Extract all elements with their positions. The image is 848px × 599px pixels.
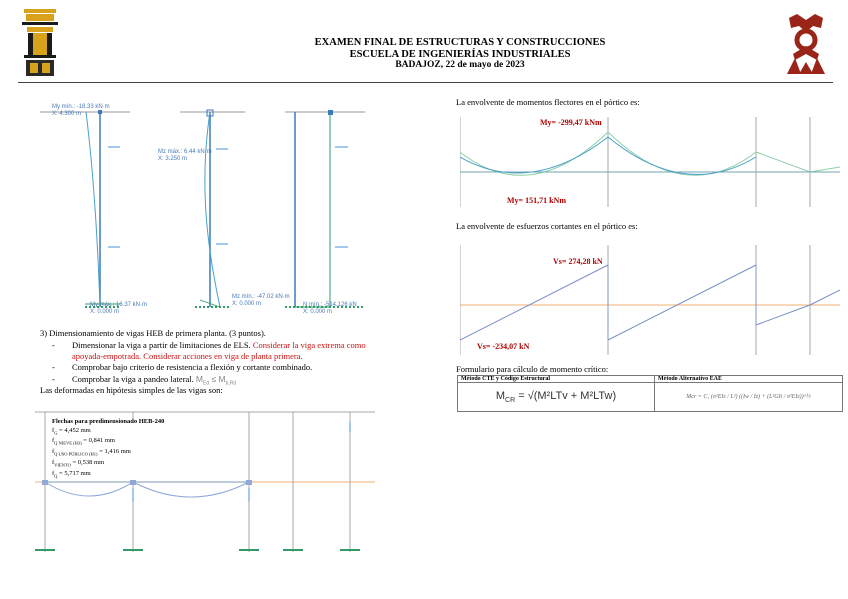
header-divider bbox=[18, 82, 833, 83]
flecha-f: f bbox=[52, 458, 55, 466]
flecha-g-sub: G bbox=[54, 429, 58, 435]
formula-table-row bbox=[458, 383, 843, 412]
col2-bottom-label: Mz mín.: -47.02 kN·m bbox=[232, 294, 290, 300]
flecha-f: f bbox=[52, 448, 55, 456]
bullet-3-text: Comprobar la viga a pandeo lateral. bbox=[72, 374, 194, 384]
left-logo bbox=[18, 7, 62, 79]
right-logo bbox=[783, 10, 829, 78]
vs-negative-label: Vs= -234,07 kN bbox=[477, 342, 530, 351]
flecha-g-val: = 4,452 mm bbox=[57, 426, 91, 434]
column-moment-diagrams bbox=[30, 92, 380, 320]
formula-m: M bbox=[195, 374, 204, 384]
flechas-title: Flechas para predimensionado HEB-240 bbox=[52, 418, 165, 425]
col2-bottom-x: X: 0.000 m bbox=[232, 301, 262, 307]
col3-bottom-x: X: 0.000 m bbox=[303, 309, 333, 315]
flecha-nieve-val: = 0,841 mm bbox=[81, 437, 115, 445]
vs-positive-label: Vs= 274,28 kN bbox=[553, 257, 603, 266]
flecha-viento bbox=[52, 459, 164, 470]
formula-table-header bbox=[458, 376, 843, 383]
cortantes-title: La envolvente de esfuerzos cortantes en el pórtico es: bbox=[456, 221, 638, 231]
bullet-dash-1: - bbox=[52, 340, 55, 350]
col1-bottom-x: X: 0.000 m bbox=[90, 309, 120, 315]
flecha-g bbox=[52, 427, 164, 438]
my-positive-label: My= 151,71 kNm bbox=[507, 196, 566, 205]
flecha-q-sub: Q bbox=[54, 472, 58, 478]
flechas-block bbox=[52, 418, 164, 480]
bullet-1-red: Considerar la viga extrema como bbox=[252, 340, 366, 350]
section3-heading: 3) Dimensionamiento de vigas HEB de primera planta. (3 puntos). bbox=[40, 328, 266, 338]
exam-header bbox=[250, 37, 670, 72]
momentos-title: La envolvente de momentos flectores en el pórtico es: bbox=[456, 97, 640, 107]
formula-table bbox=[457, 375, 843, 412]
deformed-intro: Las deformadas en hipótesis simples de las vigas son: bbox=[40, 385, 223, 395]
metodo-cte: Método CTE y Código Estructural bbox=[458, 376, 655, 383]
formula-eae: Mcr = C₁ (π²EIz / L²) ((Iw / Iz) + (L²GIt / π²EIz))^½ bbox=[655, 383, 843, 412]
metodo-eae: Método Alternativo EAE bbox=[655, 376, 843, 383]
col1-top-label: My mín.: -18.33 kN·m bbox=[52, 104, 110, 110]
moment-envelope-diagram bbox=[460, 112, 840, 207]
flecha-uso-sub: Q USO PÚBLICO (H1) bbox=[54, 451, 98, 457]
bullet-3-formula bbox=[195, 374, 237, 387]
bullet-dash-2: - bbox=[52, 362, 55, 372]
bullet-2: Comprobar bajo criterio de resistencia a flexión y cortante combinado. bbox=[72, 362, 313, 372]
formula-mid: ≤ M bbox=[209, 374, 226, 384]
col2-mid-label: Mz máx.: 6.44 kN·m bbox=[158, 149, 212, 155]
flecha-q bbox=[52, 470, 164, 481]
header-line-3: BADAJOZ, 22 de mayo de 2023 bbox=[395, 60, 525, 70]
col2-mid-x: X: 3.250 m bbox=[158, 156, 188, 162]
bullet-1 bbox=[72, 340, 366, 350]
header-line-2: ESCUELA DE INGENIERÍAS INDUSTRIALES bbox=[349, 48, 571, 60]
formula-cte-rest: = √(M²LTv + M²LTw) bbox=[515, 389, 617, 402]
flecha-uso-val: = 1,416 mm bbox=[97, 448, 131, 456]
flecha-viento-sub: VIENTO bbox=[54, 462, 71, 468]
flecha-f: f bbox=[52, 469, 55, 477]
flecha-f: f bbox=[52, 426, 55, 434]
formula-sub-ed: Ed bbox=[203, 380, 210, 387]
bullet-dash-3: - bbox=[52, 374, 55, 384]
formula-cte bbox=[458, 383, 655, 412]
flecha-uso bbox=[52, 448, 164, 459]
flecha-nieve-sub: Q NIEVE (H3) bbox=[54, 440, 82, 446]
flecha-f: f bbox=[52, 437, 55, 445]
bullet-1-red-cont: apoyada-empotrada. Considerar acciones en viga de planta primera. bbox=[72, 351, 303, 361]
flecha-viento-val: = 0,538 mm bbox=[70, 458, 105, 466]
header-line-1: EXAMEN FINAL DE ESTRUCTURAS Y CONSTRUCCIONES bbox=[314, 37, 606, 48]
col1-bottom-label: My máx.: 16.37 kN·m bbox=[90, 302, 148, 308]
flecha-nieve bbox=[52, 437, 164, 448]
bullet-1-black: Dimensionar la viga a partir de limitaciones de ELS. bbox=[72, 340, 251, 350]
col1-top-x: X: 4.300 m bbox=[52, 111, 82, 117]
flecha-q-val: = 5,717 mm bbox=[57, 469, 91, 477]
formula-sub-brd: b,Rd bbox=[225, 380, 237, 387]
my-negative-label: My= -299,47 kNm bbox=[540, 118, 602, 127]
formulario-title: Formulario para cálculo de momento crítico: bbox=[456, 364, 609, 374]
col3-bottom-label: N mín.: -514.126 kN bbox=[303, 302, 357, 308]
formula-cte-sub: CR bbox=[505, 397, 516, 405]
formula-cte-m: M bbox=[495, 389, 506, 402]
